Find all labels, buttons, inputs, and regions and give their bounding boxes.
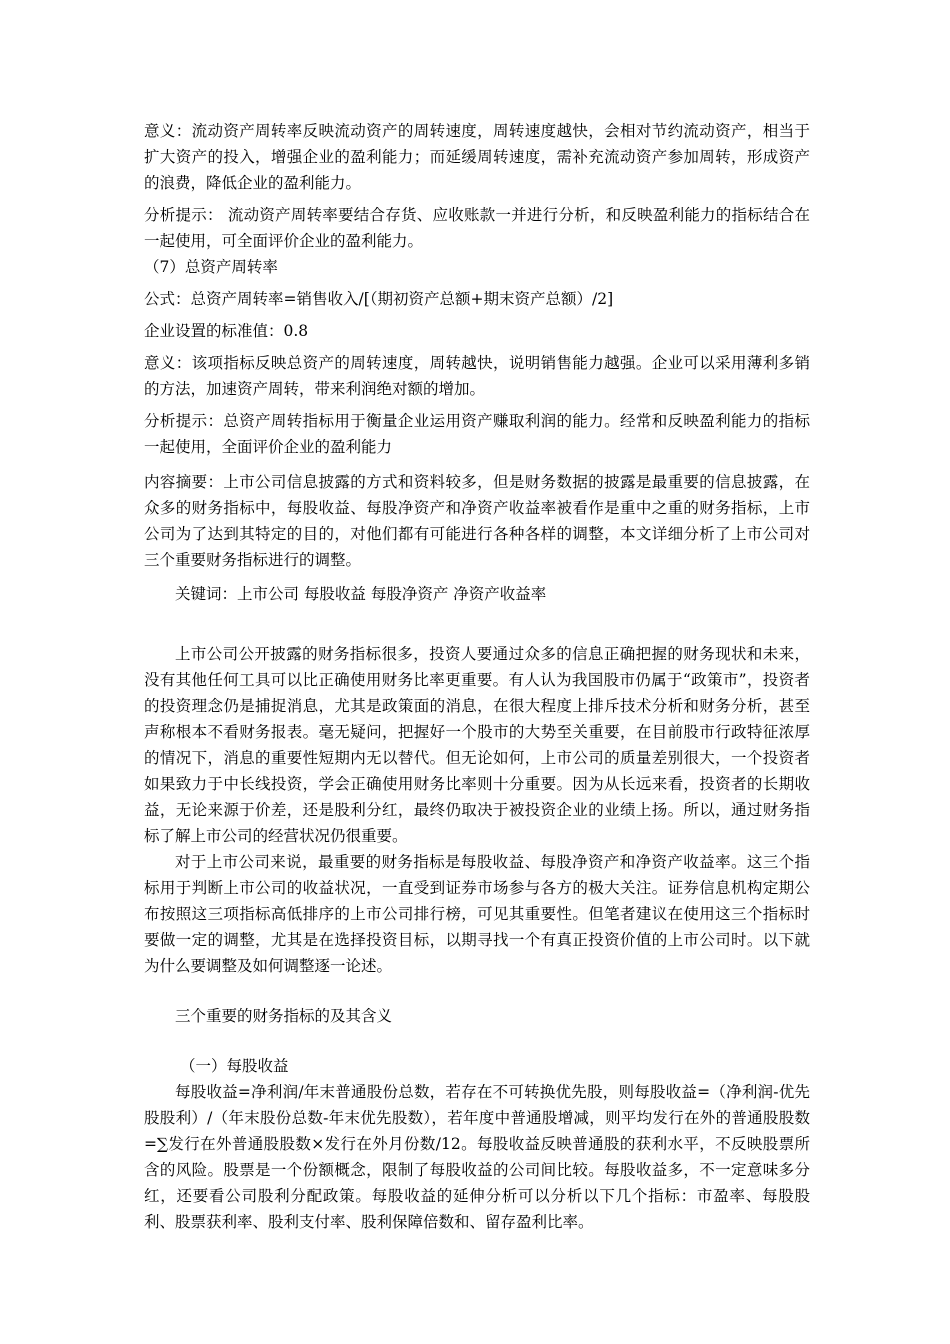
blank-line	[144, 607, 810, 633]
body-paragraph-1: 上市公司公开披露的财务指标很多，投资人要通过众多的信息正确把握的财务现状和未来，没有其他任何工具可以比正确使用财务比率更重要。有人认为我国股市仍属于“政策市”，投资者的投资理念仍是捕捉消息，尤其是政策面的消息，在很大程度上排斥技术分析和财务分析，甚至声称根本不看财务报表。毫无疑问，把握好一个股市的大势至关重要，在目前股市行政特征浓厚的情况下，消息的重要性短期内无以替代。但无论如何，上市公司的质量差别很大，一个投资者如果致力于中长线投资，学会正确使用财务比率则十分重要。因为从长远来看，投资者的长期收益，无论来源于价差，还是股利分红，最终仍取决于被投资企业的业绩上扬。所以，通过财务指标了解上市公司的经营状况仍很重要。	[144, 645, 810, 845]
hint-total-assets-turnover: 分析提示：总资产周转指标用于衡量企业运用资产赚取利润的能力。经常和反映盈利能力的指标一起使用，全面评价企业的盈利能力	[144, 412, 810, 456]
formula-total-assets-turnover: 公式：总资产周转率=销售收入/[（期初资产总额+期末资产总额）/2]	[144, 290, 614, 308]
hint-current-assets-turnover: 分析提示： 流动资产周转率要结合存货、应收账款一并进行分析，和反映盈利能力的指标结合在一起使用，可全面评价企业的盈利能力。	[144, 206, 810, 250]
heading-total-assets-turnover: （7）总资产周转率	[144, 258, 278, 276]
section-heading-indicators: 三个重要的财务指标的及其含义	[175, 1007, 393, 1025]
subheading-eps: （一）每股收益	[180, 1057, 289, 1075]
meaning-total-assets-turnover: 意义：该项指标反映总资产的周转速度，周转越快，说明销售能力越强。企业可以采用薄利多销的方法，加速资产周转，带来利润绝对额的增加。	[144, 354, 810, 398]
abstract: 内容摘要：上市公司信息披露的方式和资料较多，但是财务数据的披露是最重要的信息披露，在众多的财务指标中，每股收益、每股净资产和净资产收益率被看作是重中之重的财务指标，上市公司为了达到其特定的目的，对他们都有可能进行各种各样的调整，本文详细分析了上市公司对三个重要财务指标进行的调整。	[144, 473, 810, 569]
body-paragraph-eps: 每股收益=净利润/年末普通股份总数，若存在不可转换优先股，则每股收益=（净利润-优先股股利）/（年末股份总数-年末优先股数），若年度中普通股增减，则平均发行在外的普通股股数=∑发行在外普通股股数×发行在外月份数/12。每股收益反映普通股的获利水平，不反映股票所含的风险。股票是一个份额概念，限制了每股收益的公司间比较。每股收益多，不一定意味多分红，还要看公司股利分配政策。每股收益的延伸分析可以分析以下几个指标：市盈率、每股股利、股票获利率、股利支付率、股利保障倍数和、留存盈利比率。	[144, 1083, 810, 1231]
standard-value-total-assets-turnover: 企业设置的标准值：0.8	[144, 322, 309, 340]
keywords: 关键词：上市公司 每股收益 每股净资产 净资产收益率	[175, 585, 547, 603]
document-page	[144, 118, 810, 1235]
body-paragraph-2: 对于上市公司来说，最重要的财务指标是每股收益、每股净资产和净资产收益率。这三个指标用于判断上市公司的收益状况，一直受到证券市场参与各方的极大关注。证券信息机构定期公布按照这三项指标高低排序的上市公司排行榜，可见其重要性。但笔者建议在使用这三个指标时要做一定的调整，尤其是在选择投资目标，以期寻找一个有真正投资价值的上市公司时。以下就为什么要调整及如何调整逐一论述。	[144, 853, 810, 975]
meaning-current-assets-turnover: 意义：流动资产周转率反映流动资产的周转速度，周转速度越快，会相对节约流动资产，相当于扩大资产的投入，增强企业的盈利能力；而延缓周转速度，需补充流动资产参加周转，形成资产的浪费，降低企业的盈利能力。	[144, 122, 810, 192]
